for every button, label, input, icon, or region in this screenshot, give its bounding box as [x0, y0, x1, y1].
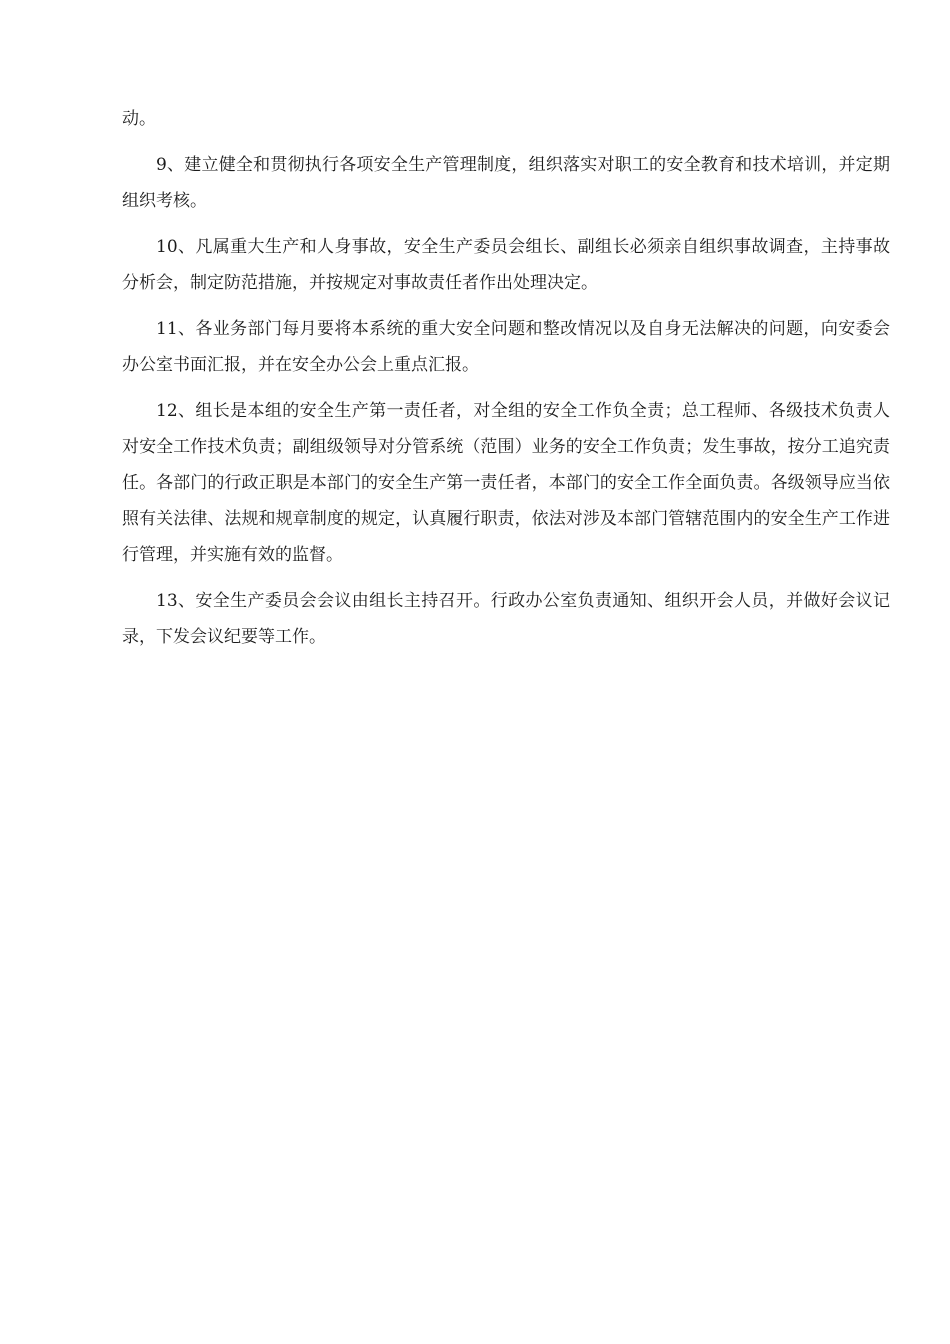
paragraph-item-12: 12、组长是本组的安全生产第一责任者，对全组的安全工作负全责；总工程师、各级技术负责人对安全工作技术负责；副组级领导对分管系统（范围）业务的安全工作负责；发生事故，按分工追究责任。各部门的行政正职是本部门的安全生产第一责任者，本部门的安全工作全面负责。各级领导应当依照有关法律、法规和规章制度的规定，认真履行职责，依法对涉及本部门管辖范围内的安全生产工作进行管理，并实施有效的监督。	[122, 401, 890, 565]
paragraph-continuation: 动。	[122, 109, 156, 129]
paragraph-item-11: 11、各业务部门每月要将本系统的重大安全问题和整改情况以及自身无法解决的问题，向安委会办公室书面汇报，并在安全办公会上重点汇报。	[122, 319, 890, 375]
paragraph-item-10: 10、凡属重大生产和人身事故，安全生产委员会组长、副组长必须亲自组织事故调查，主持事故分析会，制定防范措施，并按规定对事故责任者作出处理决定。	[122, 237, 890, 293]
paragraph-item-9: 9、建立健全和贯彻执行各项安全生产管理制度，组织落实对职工的安全教育和技术培训，并定期组织考核。	[122, 155, 890, 211]
paragraph-item-13: 13、安全生产委员会会议由组长主持召开。行政办公室负责通知、组织开会人员，并做好会议记录，下发会议纪要等工作。	[122, 591, 890, 647]
document-body	[122, 101, 890, 665]
